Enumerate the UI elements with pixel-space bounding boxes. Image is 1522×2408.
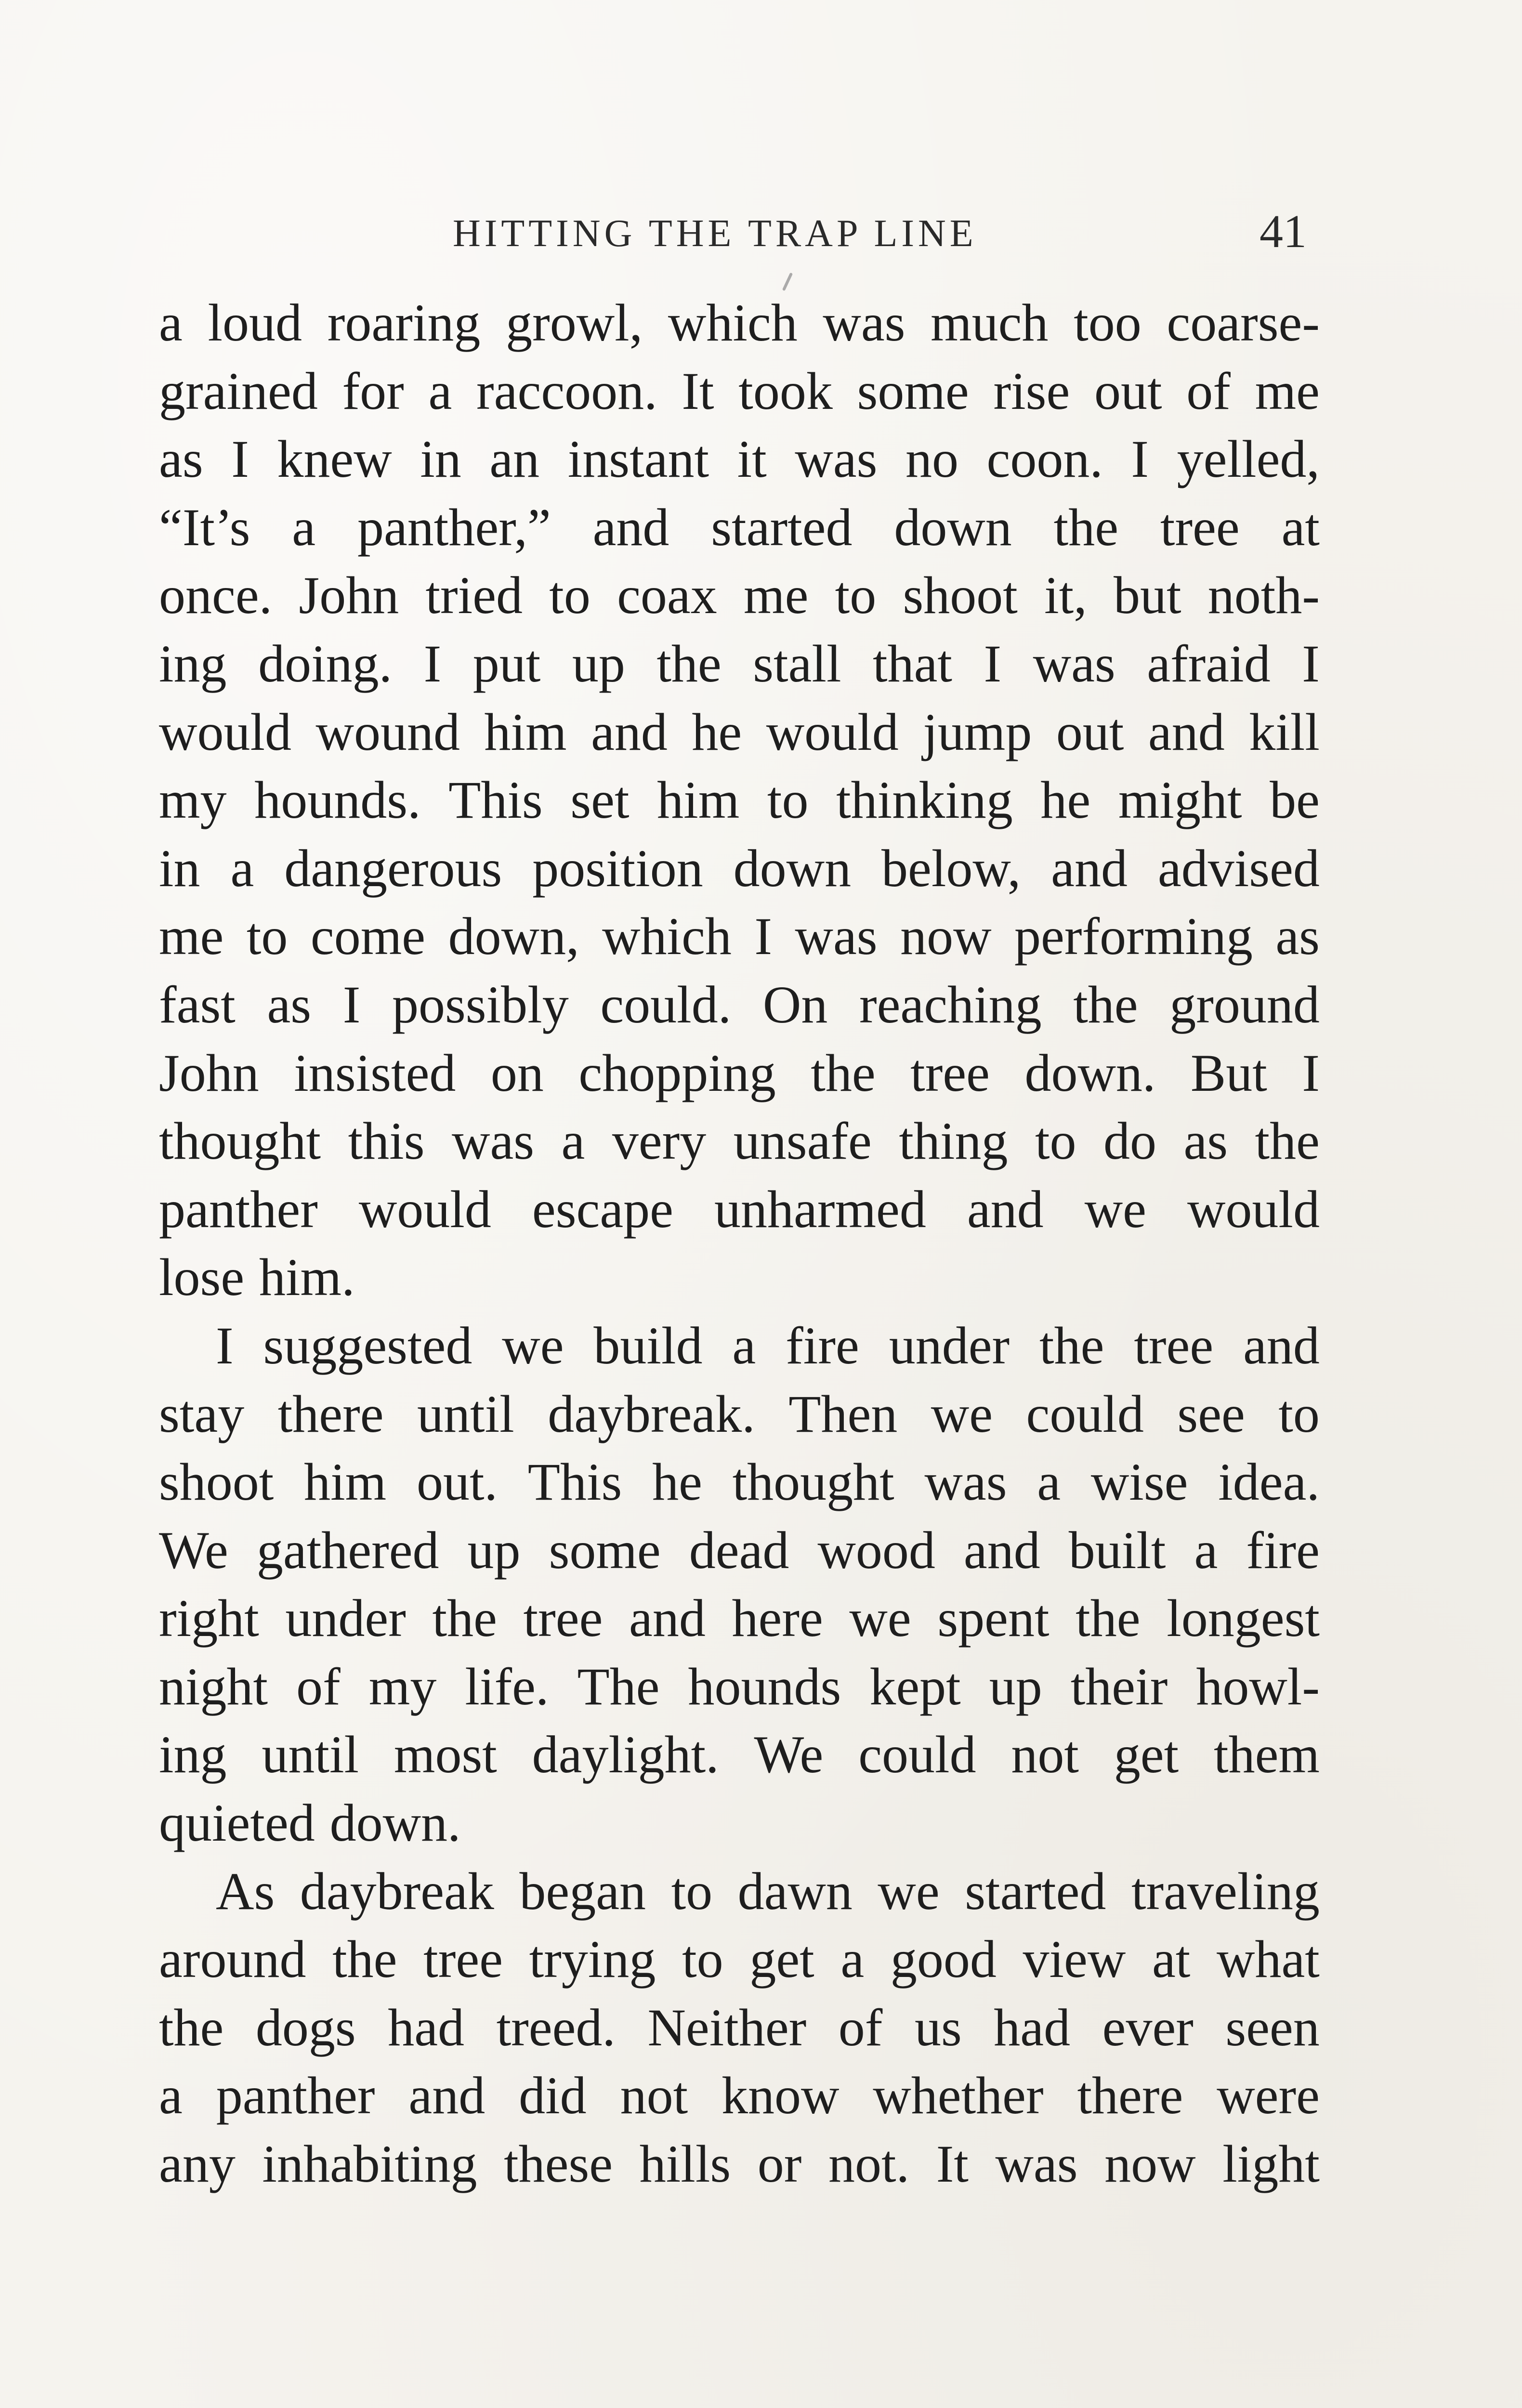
word: him [484, 702, 567, 761]
word: the [432, 1589, 497, 1648]
word: me [159, 907, 224, 966]
word: under [889, 1316, 1010, 1375]
word: quieted [159, 1793, 315, 1853]
word: the [1039, 1316, 1104, 1375]
word: thought [159, 1112, 321, 1171]
word: a [159, 293, 183, 352]
word: now [1104, 2134, 1196, 2194]
word: he [692, 702, 742, 761]
word: we [878, 1861, 940, 1921]
text-line [159, 357, 1320, 426]
word: unharmed [714, 1179, 926, 1239]
word: position [532, 838, 703, 898]
text-line [159, 494, 1320, 562]
text-line [159, 1517, 1320, 1585]
word: gathered [256, 1520, 439, 1580]
word: the [1255, 1112, 1320, 1171]
word: hills [639, 2134, 731, 2194]
word: my [368, 1657, 437, 1716]
word: the [1073, 975, 1138, 1034]
word: daylight. [532, 1725, 719, 1784]
word: ing [159, 634, 227, 693]
text-line-paragraph-start [159, 1858, 1320, 1926]
word: to [1278, 1384, 1320, 1443]
word: tree [523, 1589, 603, 1648]
word: tree [423, 1930, 503, 1989]
word: began [519, 1861, 646, 1921]
word: build [593, 1316, 703, 1375]
word: I [754, 907, 773, 966]
word: raccoon. [476, 361, 657, 420]
word: some [549, 1520, 661, 1580]
text-line [159, 2062, 1320, 2130]
word: dead [689, 1520, 789, 1580]
word: built [1068, 1520, 1166, 1580]
word: chopping [578, 1043, 776, 1102]
word: to [549, 566, 590, 625]
word: growl, [506, 293, 643, 352]
word: could [1026, 1384, 1144, 1443]
word: But [1190, 1043, 1267, 1102]
word: kill [1249, 702, 1320, 761]
word: started [965, 1861, 1106, 1921]
word: and [408, 2066, 485, 2125]
word: reaching [859, 975, 1042, 1034]
word: I [231, 430, 249, 489]
word: not. [828, 2134, 910, 2194]
word: once. [159, 566, 273, 625]
word: as [1183, 1112, 1228, 1171]
word: whether [873, 2066, 1044, 2125]
word: daybreak. [548, 1384, 755, 1443]
word: was [795, 430, 878, 489]
word: the [656, 634, 722, 693]
word: these [504, 2134, 613, 2194]
text-line [159, 1176, 1320, 1244]
word: there [277, 1384, 384, 1443]
word: coon. [986, 430, 1103, 489]
word: We [754, 1725, 824, 1784]
word: “It’s [159, 497, 250, 557]
word: might [1118, 771, 1242, 830]
word: tree [1160, 497, 1240, 557]
word: and [967, 1179, 1044, 1239]
word: a [159, 2066, 183, 2125]
word: took [738, 361, 833, 420]
word: of [838, 1998, 883, 2057]
word: him [304, 1453, 387, 1512]
word: a [561, 1112, 585, 1171]
word: tried [425, 566, 523, 625]
word: was [795, 907, 878, 966]
word: wise [1090, 1453, 1188, 1512]
word: a [428, 361, 452, 420]
word: for [342, 361, 404, 420]
word: any [159, 2134, 236, 2194]
text-line [159, 1380, 1320, 1449]
word: and [1243, 1316, 1320, 1375]
word: set [570, 771, 630, 830]
text-line [159, 766, 1320, 835]
word: an [489, 430, 540, 489]
word: we [1084, 1179, 1146, 1239]
word: good [890, 1930, 997, 1989]
word: knew [277, 430, 392, 489]
word: life. [465, 1657, 549, 1716]
word: was [452, 1112, 535, 1171]
word: rise [993, 361, 1070, 420]
word: down [894, 497, 1012, 557]
word: which [668, 293, 798, 352]
word: and [963, 1520, 1040, 1580]
word: or [757, 2134, 802, 2194]
text-line [159, 289, 1320, 357]
word: him. [259, 1248, 355, 1307]
word: doing. [258, 634, 393, 693]
word: at [1152, 1930, 1191, 1989]
word: and [592, 497, 669, 557]
word: We [159, 1520, 228, 1580]
word: afraid [1147, 634, 1271, 693]
word: up [467, 1520, 521, 1580]
word: panther,” [357, 497, 551, 557]
word: to [835, 566, 877, 625]
text-line [159, 903, 1320, 971]
word: up [572, 634, 625, 693]
text-line [159, 425, 1320, 494]
word: coarse- [1167, 293, 1320, 352]
word: to [767, 771, 809, 830]
word: would [766, 702, 899, 761]
text-line [159, 1653, 1320, 1721]
word: of [296, 1657, 341, 1716]
text-line-paragraph-end [159, 1789, 1320, 1858]
word: a [1037, 1453, 1061, 1512]
text-line [159, 1584, 1320, 1653]
word: tree [1134, 1316, 1214, 1375]
running-head: HITTING THE TRAP LINE [453, 212, 977, 255]
word: advised [1157, 838, 1320, 898]
word: could. [600, 975, 732, 1034]
word: roaring [327, 293, 481, 352]
word: yelled, [1177, 430, 1320, 489]
word: fire [1246, 1520, 1320, 1580]
word: a [732, 1316, 756, 1375]
stray-pencil-mark [782, 273, 793, 291]
word: John [299, 566, 399, 625]
word: I [1302, 634, 1320, 693]
word: in [159, 838, 200, 898]
word: shoot [903, 566, 1018, 625]
word: their [1070, 1657, 1168, 1716]
word: performing [1014, 907, 1253, 966]
word: down, [448, 907, 579, 966]
word: fire [786, 1316, 859, 1375]
word: them [1214, 1725, 1320, 1784]
word: treed. [496, 1998, 616, 2057]
word: the [1053, 497, 1119, 557]
word: dangerous [284, 838, 502, 898]
word: out. [416, 1453, 498, 1512]
word: out [1094, 361, 1162, 420]
word: It [936, 2134, 969, 2194]
word: come [310, 907, 426, 966]
word: a [230, 838, 254, 898]
word: and [1051, 838, 1128, 898]
word: ground [1169, 975, 1320, 1034]
word: the [159, 1998, 224, 2057]
word: be [1270, 771, 1320, 830]
word: us [914, 1998, 962, 2057]
word: light [1222, 2134, 1320, 2194]
word: was [995, 2134, 1078, 2194]
word: were [1217, 2066, 1320, 2125]
word: and [629, 1589, 706, 1648]
word: had [388, 1998, 465, 2057]
body-text [159, 289, 1320, 2199]
word: the [332, 1930, 397, 1989]
word: to [1035, 1112, 1076, 1171]
word: around [159, 1930, 306, 1989]
word: not [1011, 1725, 1079, 1784]
word: stall [753, 634, 841, 693]
word: dogs [255, 1998, 356, 2057]
word: right [159, 1589, 259, 1648]
word: noth- [1207, 566, 1320, 625]
word: me [744, 566, 809, 625]
text-line [159, 562, 1320, 630]
word: could [858, 1725, 976, 1784]
word: no [905, 430, 958, 489]
word: I [984, 634, 1002, 693]
text-line [159, 1925, 1320, 1994]
word: as [267, 975, 312, 1034]
word: most [394, 1725, 497, 1784]
word: my [159, 771, 227, 830]
word: see [1177, 1384, 1245, 1443]
word: under [285, 1589, 406, 1648]
text-line-paragraph-start [159, 1312, 1320, 1380]
word: grained [159, 361, 318, 420]
word: hounds [688, 1657, 841, 1716]
word: there [1077, 2066, 1183, 2125]
word: view [1023, 1930, 1126, 1989]
word: It [682, 361, 714, 420]
word: thinking [836, 771, 1013, 830]
word: I [1302, 1043, 1320, 1102]
word: wound [315, 702, 460, 761]
word: the [1076, 1589, 1141, 1648]
word: traveling [1131, 1861, 1320, 1921]
text-line [159, 971, 1320, 1039]
word: it [737, 430, 767, 489]
word: was [1033, 634, 1115, 693]
word: wood [817, 1520, 935, 1580]
word: to [246, 907, 288, 966]
word: here [732, 1589, 823, 1648]
word: longest [1167, 1589, 1320, 1648]
word: down [733, 838, 852, 898]
word: which [602, 907, 732, 966]
text-line [159, 1039, 1320, 1108]
word: it, [1044, 566, 1087, 625]
word: loud [208, 293, 302, 352]
word: a [292, 497, 316, 557]
word: at [1281, 497, 1320, 557]
word: much [931, 293, 1049, 352]
word: On [762, 975, 828, 1034]
word: seen [1225, 1998, 1320, 2057]
word: Neither [647, 1998, 807, 2057]
word: to [682, 1930, 723, 1989]
word: he [652, 1453, 702, 1512]
text-line [159, 1448, 1320, 1517]
word: Then [788, 1384, 898, 1443]
word: to [671, 1861, 713, 1921]
word: spent [937, 1589, 1050, 1648]
word: him [657, 771, 740, 830]
word: jump [923, 702, 1032, 761]
word: trying [529, 1930, 656, 1989]
word: until [417, 1384, 514, 1443]
word: dawn [737, 1861, 853, 1921]
word: I [1131, 430, 1149, 489]
word: instant [567, 430, 709, 489]
word: we [849, 1589, 911, 1648]
word: until [262, 1725, 359, 1784]
word: night [159, 1657, 268, 1716]
word: but [1113, 566, 1181, 625]
word: what [1217, 1930, 1320, 1989]
word: escape [532, 1179, 673, 1239]
word: The [577, 1657, 660, 1716]
word: of [1186, 361, 1231, 420]
word: we [502, 1316, 564, 1375]
word: was [924, 1453, 1007, 1512]
word: up [989, 1657, 1042, 1716]
word: and [1148, 702, 1225, 761]
text-line [159, 630, 1320, 698]
word: unsafe [733, 1112, 872, 1171]
word: get [749, 1930, 814, 1989]
word: a [840, 1930, 865, 1989]
text-line [159, 2130, 1320, 2199]
word: daybreak [300, 1861, 494, 1921]
text-line-paragraph-end [159, 1243, 1320, 1312]
word: possibly [392, 975, 569, 1034]
word: fast [159, 975, 236, 1034]
word: below, [881, 838, 1021, 898]
word: down. [329, 1793, 461, 1853]
word: started [711, 497, 853, 557]
word: the [811, 1043, 876, 1102]
word: had [994, 1998, 1071, 2057]
word: put [472, 634, 541, 693]
word: I [216, 1316, 234, 1375]
word: coax [617, 566, 717, 625]
word: a [1194, 1520, 1218, 1580]
text-line [159, 698, 1320, 767]
word: howl- [1196, 1657, 1320, 1716]
word: stay [159, 1384, 245, 1443]
word: and [591, 702, 668, 761]
word: do [1103, 1112, 1156, 1171]
word: was [823, 293, 905, 352]
word: know [722, 2066, 840, 2125]
word: as [1275, 907, 1320, 966]
word: in [420, 430, 461, 489]
word: that [873, 634, 952, 693]
word: thought [732, 1453, 894, 1512]
word: not [620, 2066, 688, 2125]
word: ing [159, 1725, 227, 1784]
word: on [490, 1043, 544, 1102]
word: tree [910, 1043, 990, 1102]
word: this [348, 1112, 425, 1171]
word: me [1255, 361, 1320, 420]
word: suggested [263, 1316, 472, 1375]
text-line [159, 835, 1320, 903]
word: ever [1102, 1998, 1194, 2057]
word: did [519, 2066, 587, 2125]
word: would [358, 1179, 491, 1239]
word: I [423, 634, 442, 693]
word: As [216, 1861, 275, 1921]
word: kept [869, 1657, 961, 1716]
word: too [1074, 293, 1142, 352]
word: This [448, 771, 543, 830]
word: John [159, 1043, 259, 1102]
word: insisted [294, 1043, 456, 1102]
word: idea. [1218, 1453, 1320, 1512]
page-number: 41 [1260, 206, 1307, 258]
word: would [1187, 1179, 1320, 1239]
word: out [1056, 702, 1124, 761]
word: get [1114, 1725, 1179, 1784]
word: some [857, 361, 969, 420]
text-line [159, 1721, 1320, 1789]
word: hounds. [254, 771, 421, 830]
word: I [342, 975, 361, 1034]
word: shoot [159, 1453, 274, 1512]
word: down. [1024, 1043, 1156, 1102]
word: thing [899, 1112, 1008, 1171]
word: This [527, 1453, 622, 1512]
word: now [900, 907, 992, 966]
word: we [931, 1384, 993, 1443]
word: very [612, 1112, 707, 1171]
text-line [159, 1994, 1320, 2062]
text-line [159, 1107, 1320, 1176]
word: would [159, 702, 291, 761]
word: he [1040, 771, 1091, 830]
word: inhabiting [262, 2134, 477, 2194]
word: panther [216, 2066, 375, 2125]
word: panther [159, 1179, 318, 1239]
word: lose [159, 1248, 245, 1307]
word: as [159, 430, 203, 489]
